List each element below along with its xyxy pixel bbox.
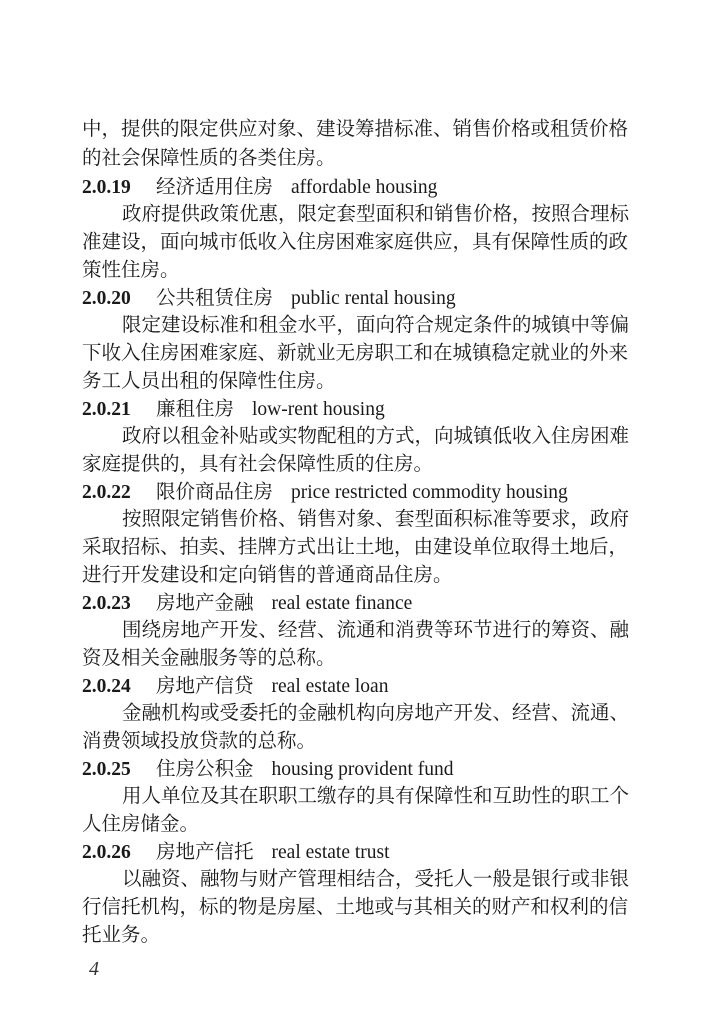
definition-line: 围绕房地产开发、经营、流通和消费等环节进行的筹资、融 — [122, 618, 630, 641]
page-number: 4 — [89, 958, 99, 980]
term-heading — [82, 173, 622, 202]
term-chinese: 住房公积金 — [156, 757, 254, 780]
term-english: affordable housing — [291, 177, 438, 198]
definition-line: 金融机构或受委托的金融机构向房地产开发、经营、流通、 — [122, 701, 630, 724]
term-heading — [82, 672, 622, 701]
term-number: 2.0.26 — [82, 842, 131, 863]
term-heading — [82, 755, 622, 784]
definition-line: 下收入住房困难家庭、新就业无房职工和在城镇稳定就业的外来 — [82, 341, 629, 364]
definition-line: 进行开发建设和定向销售的普通商品住房。 — [82, 563, 453, 586]
definition-line: 消费领域投放贷款的总称。 — [82, 729, 317, 752]
term-chinese: 廉租住房 — [156, 397, 235, 420]
term-chinese: 限价商品住房 — [156, 480, 274, 503]
term-english: real estate loan — [271, 676, 389, 697]
definition-line: 限定建设标准和租金水平，面向符合规定条件的城镇中等偏 — [122, 313, 630, 336]
definition-line: 策性住房。 — [82, 258, 180, 281]
intro-line: 中，提供的限定供应对象、建设筹措标准、销售价格或租赁价格 — [82, 117, 629, 140]
term-english: price restricted commodity housing — [291, 482, 568, 503]
term-chinese: 房地产信托 — [156, 840, 254, 863]
term-number: 2.0.21 — [82, 399, 131, 420]
definition-line: 按照限定销售价格、销售对象、套型面积标准等要求，政府 — [122, 507, 630, 530]
term-chinese: 房地产金融 — [156, 591, 254, 614]
term-number: 2.0.19 — [82, 177, 131, 198]
intro-line: 的社会保障性质的各类住房。 — [82, 146, 336, 169]
definition-line: 政府以租金补贴或实物配租的方式，向城镇低收入住房困难 — [122, 424, 630, 447]
definition-line: 准建设，面向城市低收入住房困难家庭供应，具有保障性质的政 — [82, 230, 629, 253]
term-english: real estate finance — [271, 593, 413, 614]
term-heading — [82, 478, 622, 507]
term-chinese: 房地产信贷 — [156, 674, 254, 697]
definition-line: 托业务。 — [82, 923, 161, 946]
term-heading — [82, 284, 622, 313]
term-number: 2.0.23 — [82, 593, 131, 614]
term-chinese: 公共租赁住房 — [156, 286, 274, 309]
term-heading — [82, 395, 622, 424]
term-english: housing provident fund — [271, 759, 454, 780]
definition-line: 务工人员出租的保障性住房。 — [82, 369, 336, 392]
term-english: public rental housing — [291, 288, 456, 309]
definition-line: 人住房储金。 — [82, 812, 200, 835]
term-number: 2.0.22 — [82, 482, 131, 503]
term-heading — [82, 589, 622, 618]
term-english: low-rent housing — [252, 399, 385, 420]
definition-line: 用人单位及其在职职工缴存的具有保障性和互助性的职工个 — [122, 784, 630, 807]
definition-line: 家庭提供的，具有社会保障性质的住房。 — [82, 452, 434, 475]
term-number: 2.0.25 — [82, 759, 131, 780]
term-heading — [82, 838, 622, 867]
definition-line: 以融资、融物与财产管理相结合，受托人一般是银行或非银 — [122, 867, 630, 890]
term-english: real estate trust — [271, 842, 390, 863]
definition-line: 行信托机构，标的物是房屋、土地或与其相关的财产和权利的信 — [82, 895, 629, 918]
definition-line: 采取招标、拍卖、挂牌方式出让土地，由建设单位取得土地后， — [82, 535, 629, 558]
term-chinese: 经济适用住房 — [156, 175, 274, 198]
term-number: 2.0.24 — [82, 676, 131, 697]
definition-line: 资及相关金融服务等的总称。 — [82, 646, 336, 669]
term-number: 2.0.20 — [82, 288, 131, 309]
definition-line: 政府提供政策优惠，限定套型面积和销售价格，按照合理标 — [122, 202, 630, 225]
